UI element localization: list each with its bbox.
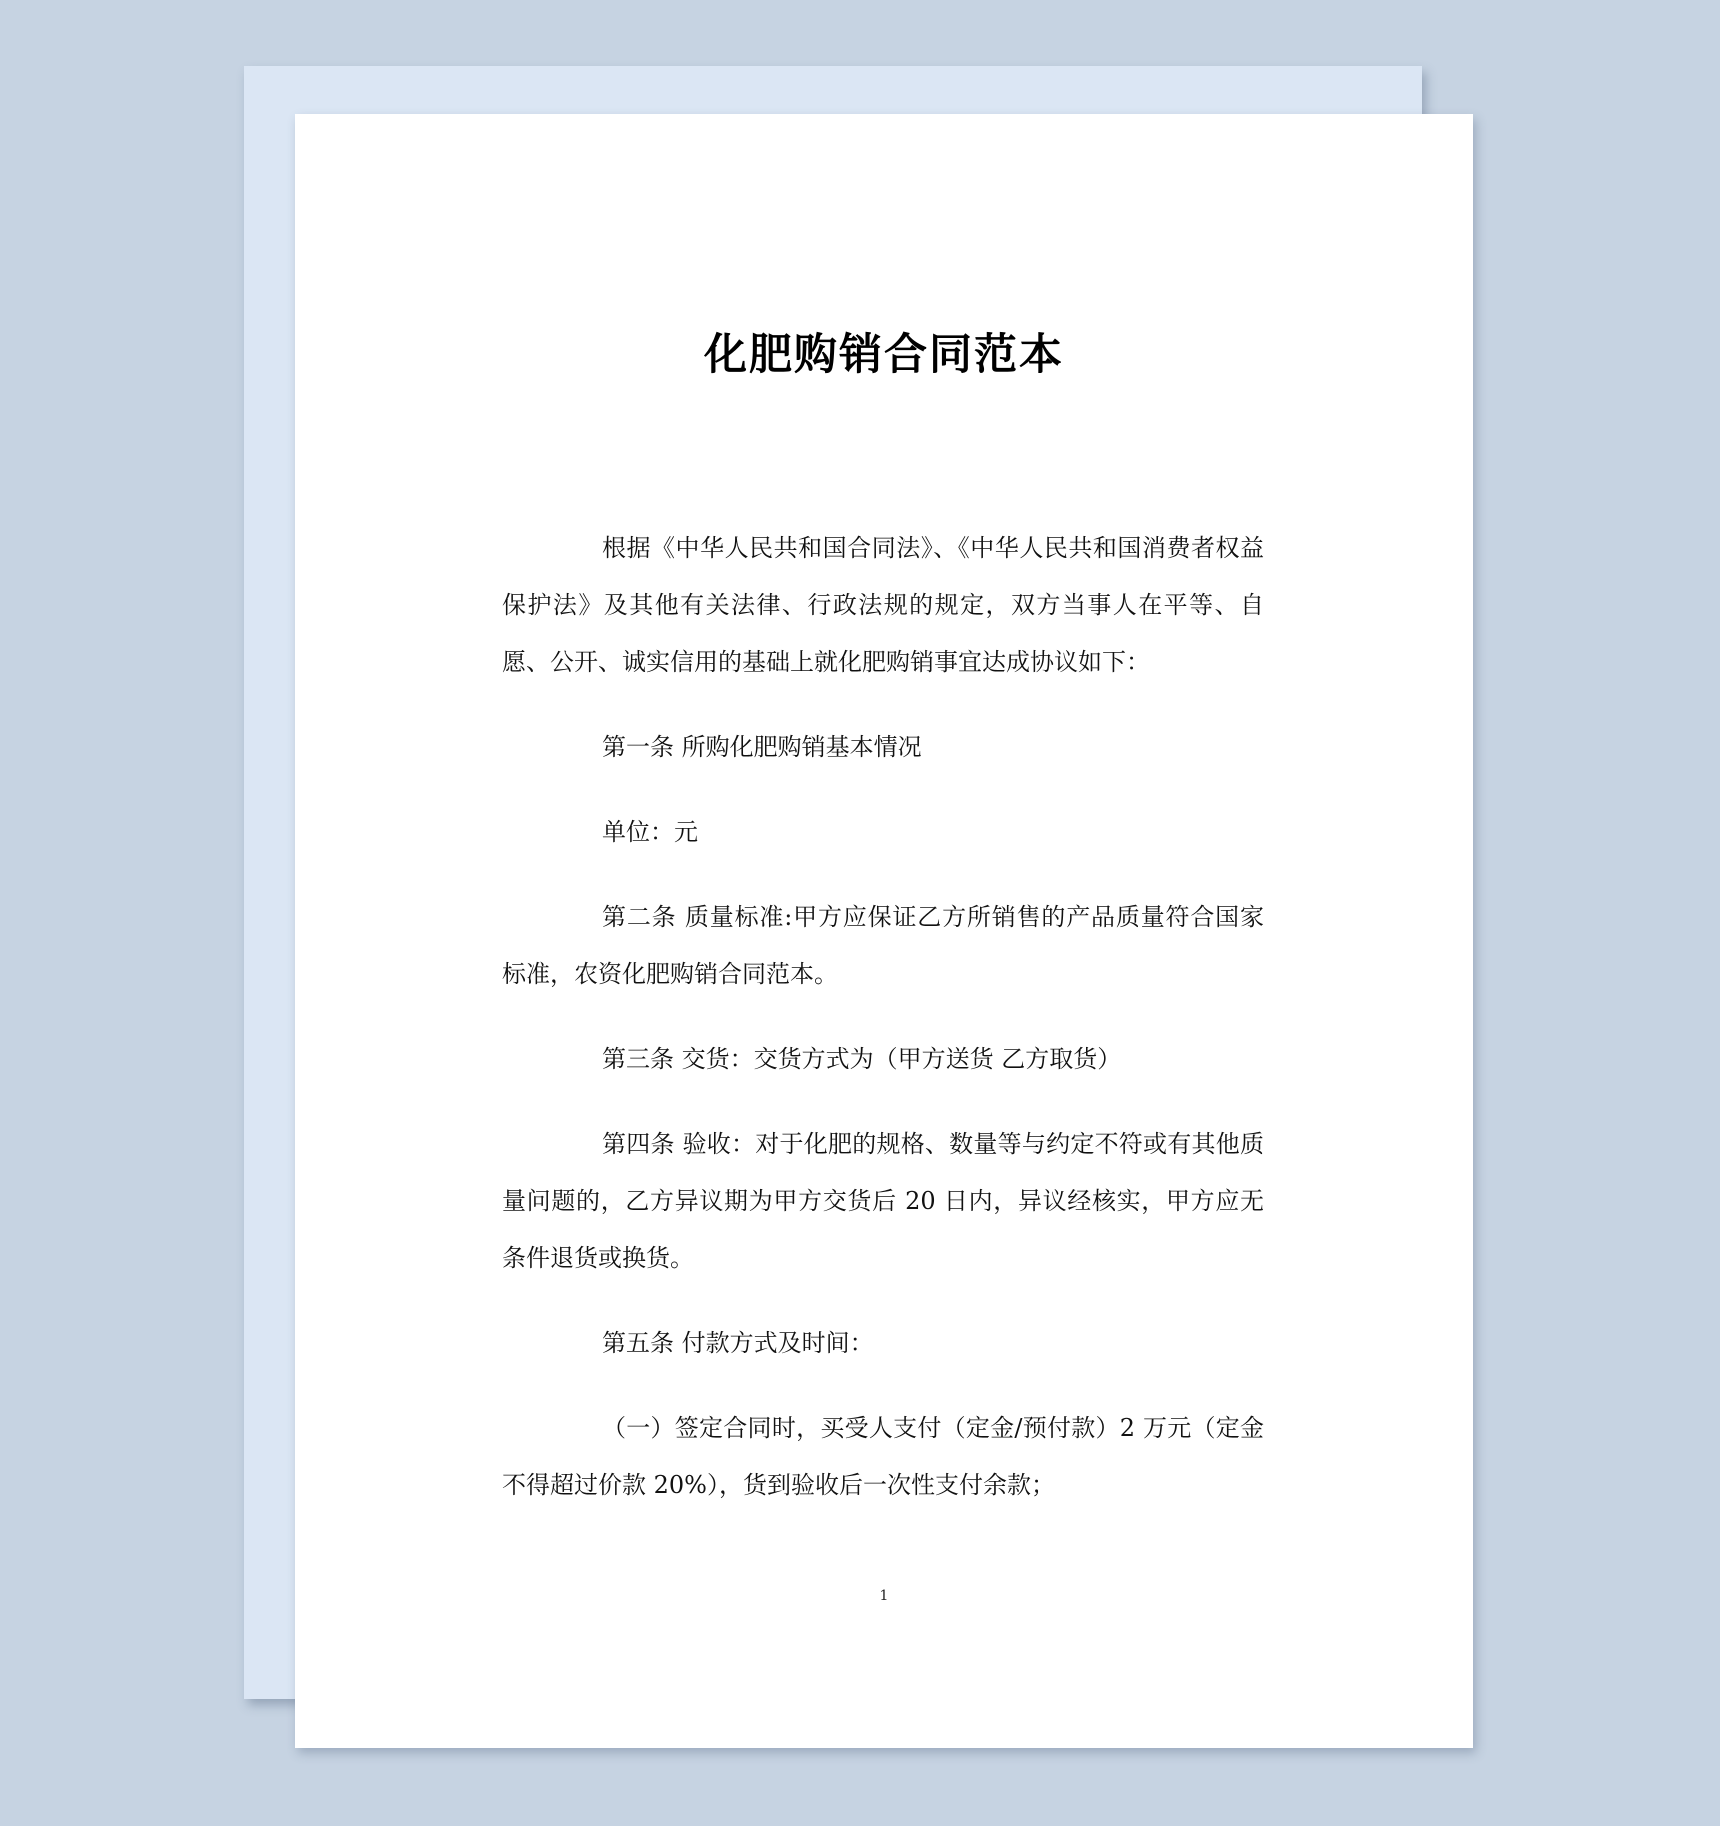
paragraph-unit: 单位：元 (602, 818, 698, 846)
paragraph-preamble: 根据《中华人民共和国合同法》、《中华人民共和国消费者权益保护法》及其他有关法律、行政法规的规定，双方当事人在平等、自愿、公开、诚实信用的基础上就化肥购销事宜达成协议如下： (502, 534, 1264, 676)
paragraph-article-4: 第四条 验收：对于化肥的规格、数量等与约定不符或有其他质量问题的，乙方异议期为甲方交货后 20 日内，异议经核实，甲方应无条件退货或换货。 (502, 1130, 1264, 1272)
paragraph-article-3: 第三条 交货：交货方式为（甲方送货 乙方取货） (602, 1045, 1122, 1073)
page-number: 1 (879, 1588, 889, 1604)
paragraph-article-5-item-1: （一）签定合同时，买受人支付（定金/预付款）2 万元（定金不得超过价款 20%），货到验收后一次性支付余款； (502, 1414, 1264, 1499)
paragraph-article-2: 第二条 质量标准:甲方应保证乙方所销售的产品质量符合国家标准，农资化肥购销合同范本。 (502, 903, 1264, 988)
document-page (295, 114, 1473, 1748)
document-body (502, 520, 1264, 1542)
document-title: 化肥购销合同范本 (704, 330, 1064, 380)
paragraph-article-1: 第一条 所购化肥购销基本情况 (602, 733, 922, 761)
paragraph-article-5: 第五条 付款方式及时间： (602, 1329, 874, 1357)
